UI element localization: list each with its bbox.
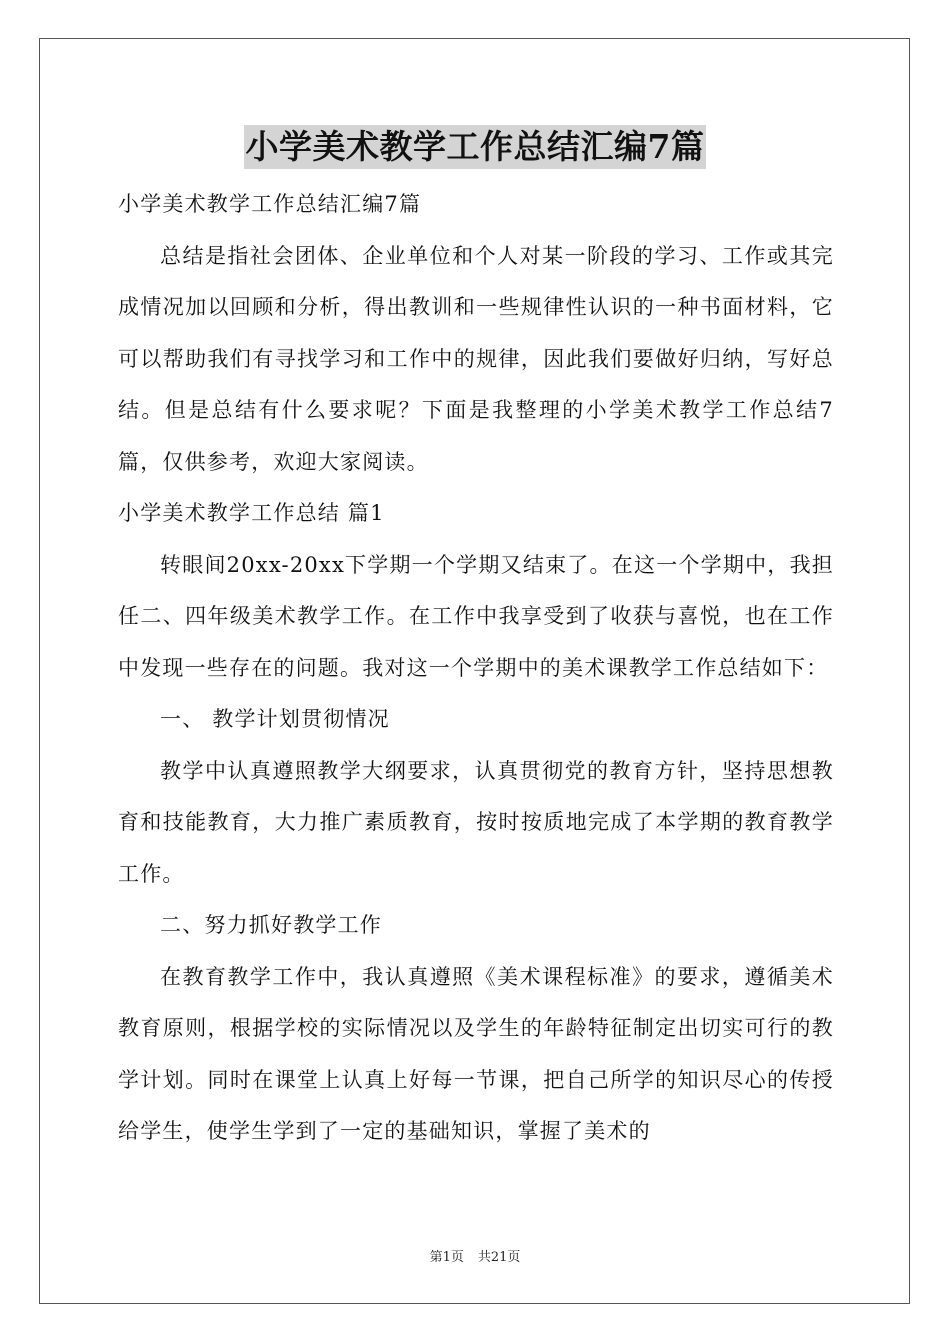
document-title: 小学美术教学工作总结汇编7篇 bbox=[244, 125, 707, 169]
paragraph-overview: 转眼间20xx-20xx下学期一个学期又结束了。在这一个学期中，我担任二、四年级美术教学工作。在工作中我享受到了收获与喜悦，也在工作中发现一些存在的问题。我对这一个学期中的美术课教学工作总结如下： bbox=[118, 552, 834, 680]
page-footer bbox=[0, 1246, 950, 1265]
document-body bbox=[118, 179, 834, 1158]
paragraph-intro: 总结是指社会团体、企业单位和个人对某一阶段的学习、工作或其完成情况加以回顾和分析，得出教训和一些规律性认识的一种书面材料，它可以帮助我们有寻找学习和工作中的规律，因此我们要做好归纳，写好总结。但是总结有什么要求呢？下面是我整理的小学美术教学工作总结7篇，仅供参考，欢迎大家阅读。 bbox=[118, 243, 834, 474]
paragraph-plan: 教学中认真遵照教学大纲要求，认真贯彻党的教育方针，坚持思想教育和技能教育，大力推广素质教育，按时按质地完成了本学期的教育教学工作。 bbox=[118, 758, 834, 886]
document-subtitle: 小学美术教学工作总结汇编7篇 bbox=[118, 192, 422, 216]
subheading-teaching: 二、努力抓好教学工作 bbox=[160, 913, 382, 937]
total-pages: 共21页 bbox=[477, 1250, 521, 1265]
subheading-plan: 一、 教学计划贯彻情况 bbox=[160, 707, 390, 731]
page-number: 第1页 bbox=[429, 1250, 464, 1265]
section-heading-1: 小学美术教学工作总结 篇1 bbox=[118, 501, 385, 525]
title-container bbox=[0, 125, 950, 169]
paragraph-teaching: 在教育教学工作中，我认真遵照《美术课程标准》的要求，遵循美术教育原则，根据学校的实际情况以及学生的年龄特征制定出切实可行的教学计划。同时在课堂上认真上好每一节课，把自己所学的知识尽心的传授给学生，使学生学到了一定的基础知识，掌握了美术的 bbox=[118, 964, 834, 1143]
